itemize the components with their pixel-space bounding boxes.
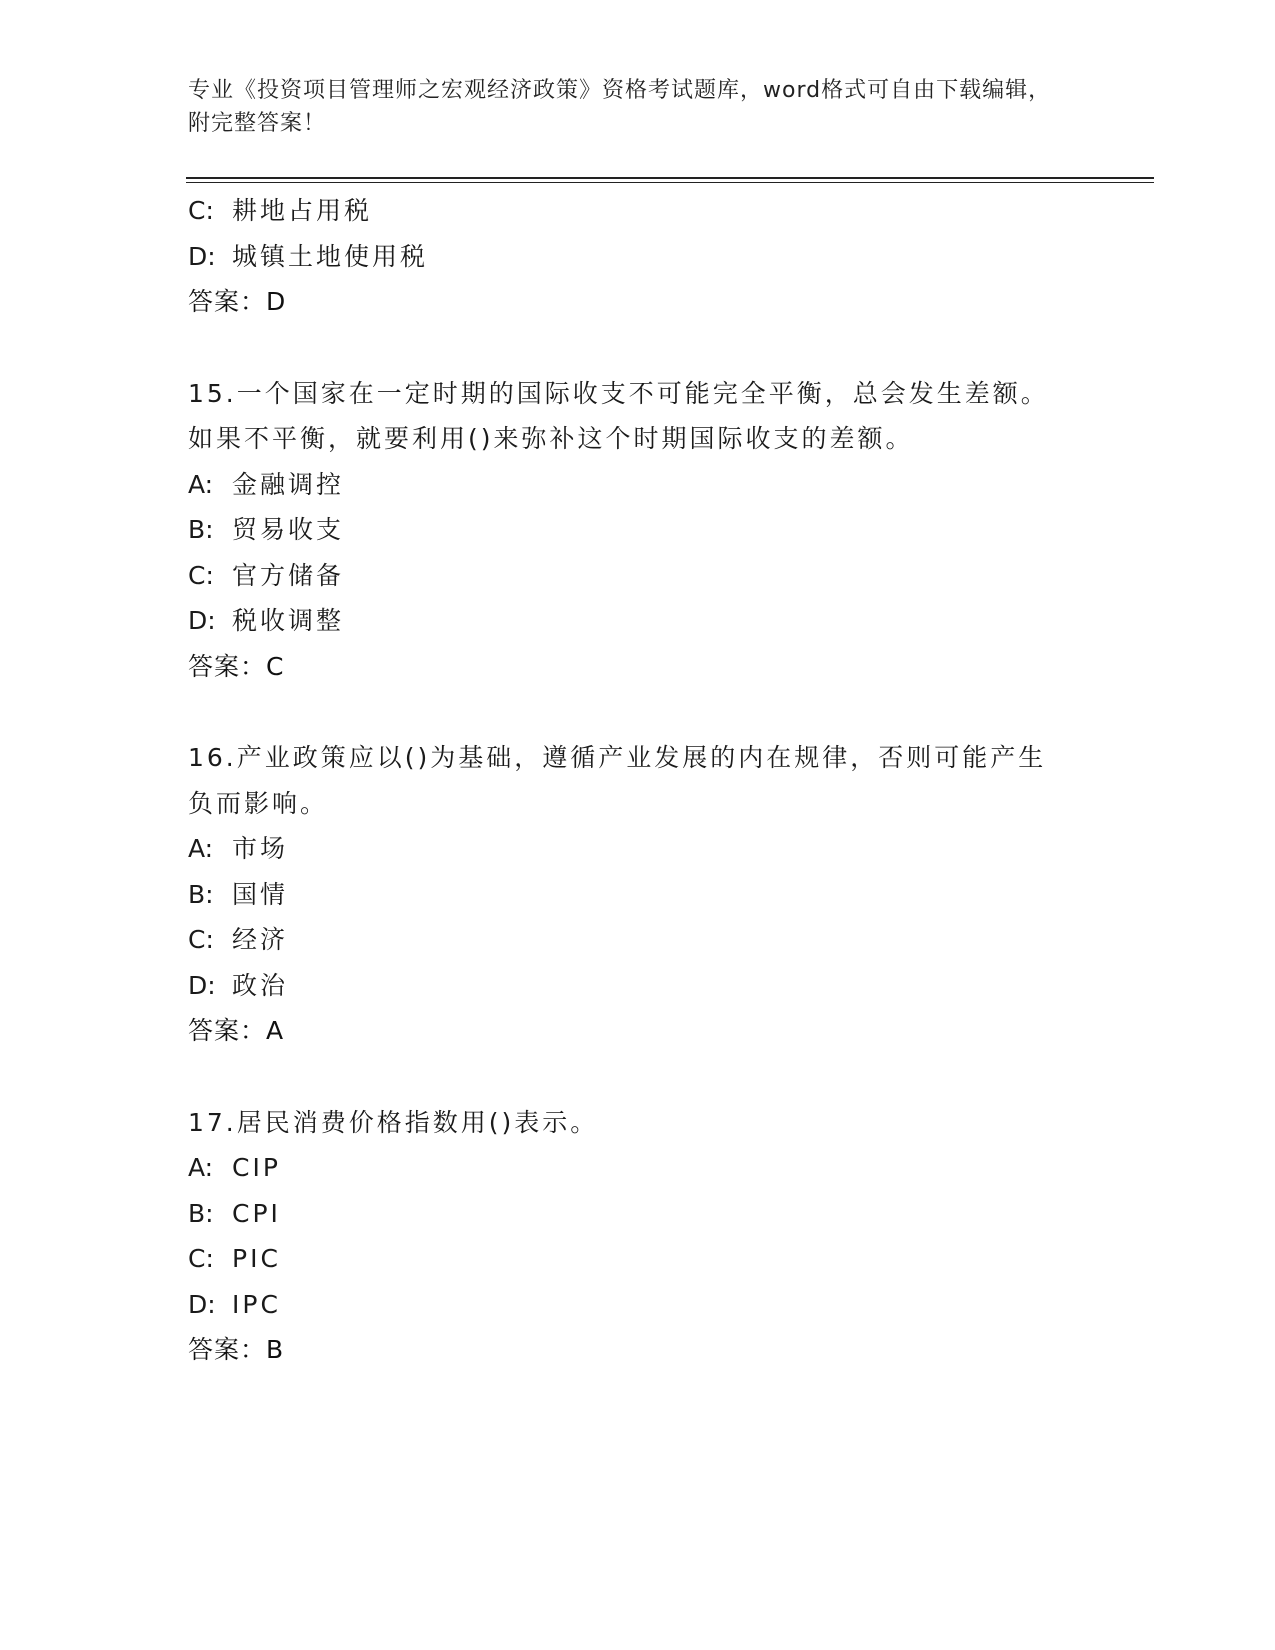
option-text: 贸易收支 — [232, 515, 345, 544]
option-text: 金融调控 — [232, 469, 345, 499]
header-rule-thick — [186, 177, 1154, 179]
option-label: C: — [188, 196, 214, 225]
answer: 答案：C — [188, 651, 285, 681]
question-stem-line: 17.居民消费价格指数用()表示。 — [188, 1107, 599, 1137]
option-label: A: — [188, 1153, 214, 1182]
option-label: B: — [188, 879, 214, 909]
option-b — [188, 872, 1088, 918]
option-d — [188, 1282, 1088, 1328]
question-14 — [188, 188, 1088, 325]
option-label: D: — [188, 241, 216, 271]
option-text: 国情 — [232, 879, 289, 909]
option-a — [188, 826, 1088, 872]
option-text: 市场 — [232, 834, 289, 863]
option-a — [188, 462, 1088, 508]
header-rule-thin — [186, 182, 1154, 183]
option-label: D: — [188, 970, 216, 1000]
option-d — [188, 963, 1088, 1009]
option-b — [188, 507, 1088, 553]
option-label: B: — [188, 1198, 214, 1228]
option-c — [188, 188, 1088, 234]
option-text: 耕地占用税 — [232, 196, 373, 225]
option-c — [188, 553, 1088, 599]
answer: 答案：B — [188, 1335, 285, 1364]
answer: 答案：A — [188, 1016, 285, 1045]
option-text: CPI — [232, 1198, 281, 1228]
question-stem-line: 15.一个国家在一定时期的国际收支不可能完全平衡，总会发生差额。 — [188, 378, 1049, 408]
option-text: 城镇土地使用税 — [232, 241, 429, 271]
option-text: CIP — [232, 1153, 281, 1182]
option-text: 经济 — [232, 925, 289, 954]
question-stem-line: 负而影响。 — [188, 788, 329, 818]
option-c — [188, 1236, 1088, 1282]
option-text: PIC — [232, 1244, 281, 1273]
question-15 — [188, 371, 1088, 690]
option-label: C: — [188, 925, 214, 954]
document-header: 专业《投资项目管理师之宏观经济政策》资格考试题库，word格式可自由下载编辑，附完整答案！ — [188, 78, 1052, 136]
option-text: 政治 — [232, 970, 289, 1000]
option-c — [188, 917, 1088, 963]
option-label: C: — [188, 1244, 214, 1273]
option-label: C: — [188, 560, 214, 590]
question-stem-line: 16.产业政策应以()为基础，遵循产业发展的内在规律，否则可能产生 — [188, 743, 1047, 772]
question-stem-line: 如果不平衡，就要利用()来弥补这个时期国际收支的差额。 — [188, 424, 914, 453]
question-17 — [188, 1100, 1088, 1373]
option-text: 官方储备 — [232, 560, 345, 590]
option-a — [188, 1145, 1088, 1191]
option-label: A: — [188, 469, 214, 499]
option-label: A: — [188, 834, 214, 863]
option-b — [188, 1191, 1088, 1237]
option-text: 税收调整 — [232, 606, 345, 635]
question-16 — [188, 735, 1088, 1054]
option-label: D: — [188, 1289, 216, 1319]
option-d — [188, 598, 1088, 644]
option-text: IPC — [232, 1289, 281, 1319]
option-d — [188, 234, 1088, 280]
answer: 答案：D — [188, 287, 287, 316]
option-label: B: — [188, 515, 214, 544]
option-label: D: — [188, 606, 216, 635]
question-list — [188, 188, 1088, 1373]
